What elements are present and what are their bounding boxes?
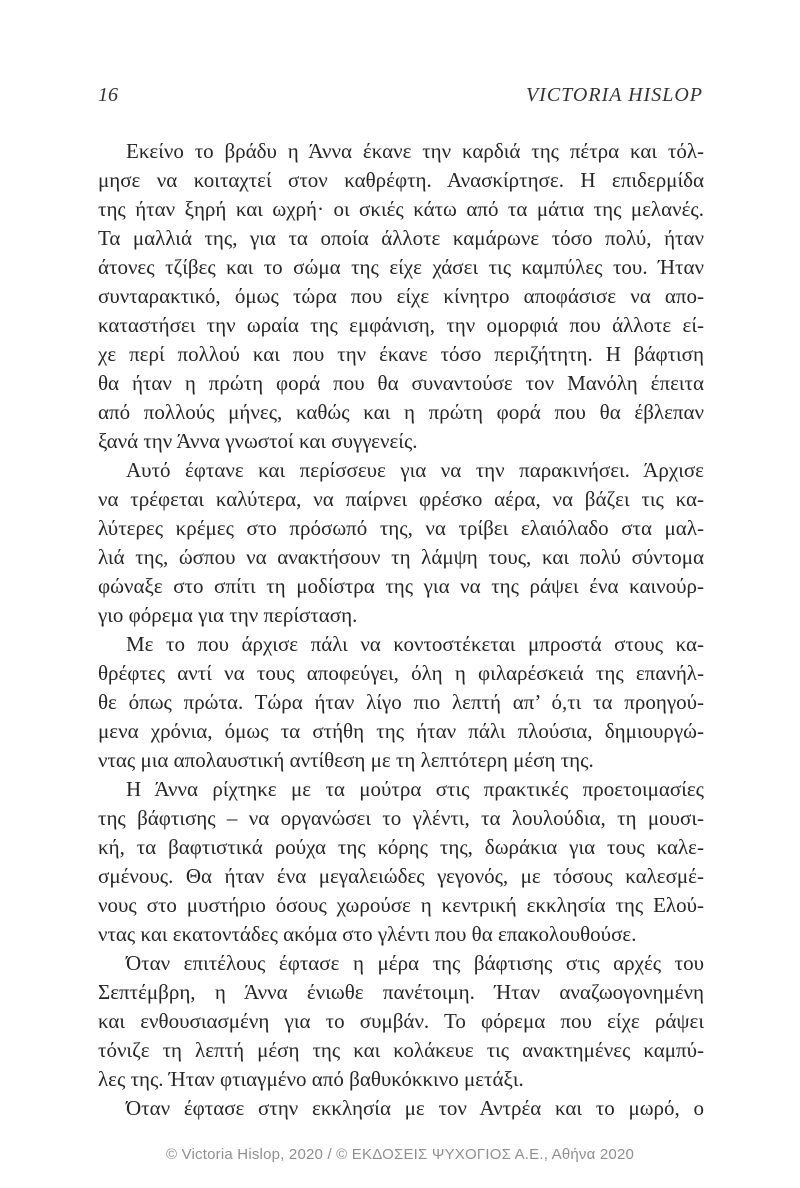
text-line: τόνιζε τη λεπτή μέση της και κολάκευε τις ανακτημένες καμπύ- [98, 1038, 704, 1062]
running-head [98, 84, 703, 107]
text-line: θρέφτες αντί να τους αποφεύγει, όλη η φιλαρέσκειά της επανήλ- [98, 661, 704, 685]
page-number: 16 [98, 84, 118, 106]
page-body [98, 137, 704, 1123]
text-line: Τα μαλλιά της, για τα οποία άλλοτε καμάρωνε τόσο πολύ, ήταν [98, 226, 704, 250]
text-line: φώναξε στο σπίτι τη μοδίστρα της για να της ράψει ένα καινούρ- [98, 574, 704, 598]
text-line: να τρέφεται καλύτερα, να παίρνει φρέσκο αέρα, να βάζει τις κα- [98, 487, 704, 511]
text-line: από πολλούς μήνες, καθώς και η πρώτη φορά που θα έβλεπαν [98, 400, 704, 424]
text-line: της ήταν ξηρή και ωχρή· οι σκιές κάτω από τα μάτια της μελανές. [98, 197, 704, 221]
text-line: νους στο μυστήριο όσους χωρούσε η κεντρική εκκλησία της Ελού- [98, 893, 704, 917]
running-title: VICTORIA HISLOP [525, 84, 703, 106]
text-line: γιο φόρεμα για την περίσταση. [98, 603, 358, 627]
text-line: ντας και εκατοντάδες ακόμα στο γλέντι που θα επακολουθούσε. [98, 922, 637, 946]
text-line: σμένους. Θα ήταν ένα μεγαλειώδες γεγονός, με τόσους καλεσμέ- [98, 864, 704, 888]
paragraph [98, 1094, 704, 1123]
paragraph [98, 137, 704, 456]
text-line: Η Άννα ρίχτηκε με τα μούτρα στις πρακτικές προετοιμασίες [126, 777, 704, 801]
page-footer [0, 1146, 800, 1163]
text-line: λιά της, ώσπου να ανακτήσουν τη λάμψη τους, και πολύ σύντομα [98, 545, 704, 569]
text-line: Αυτό έφτανε και περίσσευε για να την παρακινήσει. Άρχισε [126, 458, 704, 482]
text-line: μησε να κοιταχτεί στον καθρέφτη. Ανασκίρτησε. Η επιδερμίδα [98, 168, 704, 192]
text-line: λες της. Ήταν φτιαγμένο από βαθυκόκκινο μετάξι. [98, 1067, 524, 1091]
text-line: ντας μια απολαυστική αντίθεση με τη λεπτότερη μέση της. [98, 748, 594, 772]
copyright-line: © Victoria Hislop, 2020 / © ΕΚΔΟΣΕΙΣ ΨΥΧΟΓΙΟΣ Α.Ε., Αθήνα 2020 [165, 1146, 635, 1163]
text-line: χε περί πολλού και που την έκανε τόσο περιζήτητη. Η βάφτιση [98, 342, 704, 366]
text-line: Όταν έφτασε στην εκκλησία με τον Αντρέα και το μωρό, ο [126, 1096, 704, 1120]
text-line: συνταρακτικό, όμως τώρα που είχε κίνητρο αποφάσισε να απο- [98, 284, 704, 308]
paragraph [98, 630, 704, 775]
paragraph [98, 456, 704, 630]
text-line: άτονες τζίβες και το σώμα της είχε χάσει τις καμπύλες του. Ήταν [98, 255, 704, 279]
text-line: λύτερες κρέμες στο πρόσωπό της, να τρίβει ελαιόλαδο στα μαλ- [98, 516, 704, 540]
paragraph [98, 775, 704, 949]
text-line: της βάφτισης – να οργανώσει το γλέντι, τα λουλούδια, τη μουσι- [98, 806, 704, 830]
text-line: Εκείνο το βράδυ η Άννα έκανε την καρδιά της πέτρα και τόλ- [126, 139, 704, 163]
text-line: καταστήσει την ωραία της εμφάνιση, την ομορφιά που άλλοτε εί- [98, 313, 704, 337]
text-line: θε όπως πρώτα. Τώρα ήταν λίγο πιο λεπτή απ’ ό,τι τα προηγού- [98, 690, 704, 714]
text-line: ξανά την Άννα γνωστοί και συγγενείς. [98, 429, 418, 453]
text-line: και ενθουσιασμένη για το συμβάν. Το φόρεμα που είχε ράψει [98, 1009, 704, 1033]
text-line: μενα χρόνια, όμως τα στήθη της ήταν πάλι πλούσια, δημιουργώ- [98, 719, 704, 743]
text-line: θα ήταν η πρώτη φορά που θα συναντούσε τον Μανόλη έπειτα [98, 371, 704, 395]
text-line: κή, τα βαφτιστικά ρούχα της κόρης της, δωράκια για τους καλε- [98, 835, 704, 859]
text-line: Με το που άρχισε πάλι να κοντοστέκεται μπροστά στους κα- [126, 632, 704, 656]
paragraph [98, 949, 704, 1094]
text-line: Όταν επιτέλους έφτασε η μέρα της βάφτισης στις αρχές του [126, 951, 704, 975]
text-line: Σεπτέμβρη, η Άννα ένιωθε πανέτοιμη. Ήταν αναζωογονημένη [98, 980, 704, 1004]
